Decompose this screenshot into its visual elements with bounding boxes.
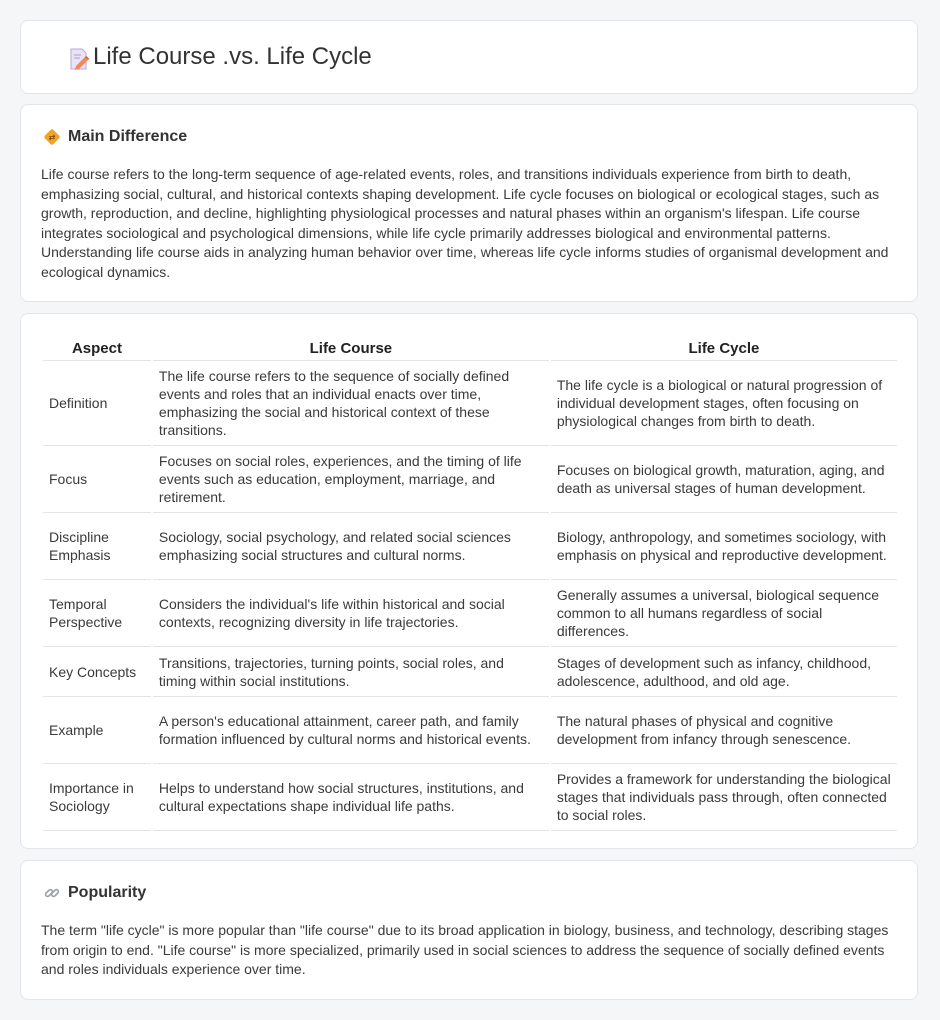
life-cycle-cell: Generally assumes a universal, biological sequence common to all humans regardless of social differences. xyxy=(551,580,897,647)
life-course-cell: Sociology, social psychology, and related social sciences emphasizing social structures and cultural norms. xyxy=(153,513,549,580)
comparison-table xyxy=(41,334,899,831)
life-cycle-cell: Focuses on biological growth, maturation, aging, and death as universal stages of human development. xyxy=(551,446,897,513)
life-course-cell: Considers the individual's life within historical and social contexts, recognizing diversity in life trajectories. xyxy=(153,580,549,647)
document-pencil-icon xyxy=(67,47,91,71)
aspect-cell: Discipline Emphasis xyxy=(43,513,151,580)
life-course-cell: Transitions, trajectories, turning points, social roles, and timing within social institutions. xyxy=(153,647,549,697)
table-row xyxy=(43,697,897,764)
header-life-course: Life Course xyxy=(153,334,549,361)
table-row xyxy=(43,580,897,647)
diamond-sign-icon xyxy=(43,128,61,146)
life-course-cell: A person's educational attainment, career path, and family formation influenced by cultural norms and historical events. xyxy=(153,697,549,764)
main-difference-section xyxy=(20,104,918,302)
aspect-cell: Temporal Perspective xyxy=(43,580,151,647)
aspect-cell: Example xyxy=(43,697,151,764)
header-card xyxy=(20,20,918,94)
table-row xyxy=(43,513,897,580)
main-difference-text: Life course refers to the long-term sequence of age-related events, roles, and transitions individuals experience from birth to death, emphasizing social, cultural, and historical contexts shaping development. Life cycle focuses on biological or ecological stages, such as growth, reproduction, and decline, highlighting physiological processes and natural phases within an organism's lifespan. Life course integrates sociological and psychological dimensions, while life cycle primarily addresses biological and environmental patterns. Understanding life course aids in analyzing human behavior over time, whereas life cycle informs studies of organismal development and ecological dynamics. xyxy=(41,166,889,280)
link-icon xyxy=(43,884,61,902)
table-row xyxy=(43,361,897,446)
life-cycle-cell: Stages of development such as infancy, childhood, adolescence, adulthood, and old age. xyxy=(551,647,897,697)
aspect-cell: Importance in Sociology xyxy=(43,764,151,831)
main-difference-heading: Main Difference xyxy=(68,128,188,145)
table-row xyxy=(43,764,897,831)
life-cycle-cell: Provides a framework for understanding the biological stages that individuals pass through, often connected to social roles. xyxy=(551,764,897,831)
svg-text:⇄: ⇄ xyxy=(48,133,56,142)
popularity-section xyxy=(20,860,918,1000)
life-cycle-cell: Biology, anthropology, and sometimes sociology, with emphasis on physical and reproductive development. xyxy=(551,513,897,580)
table-row xyxy=(43,647,897,697)
aspect-cell: Key Concepts xyxy=(43,647,151,697)
popularity-heading: Popularity xyxy=(68,884,147,901)
page-title: Life Course .vs. Life Cycle xyxy=(93,43,372,70)
life-course-cell: The life course refers to the sequence of socially defined events and roles that an individual enacts over time, emphasizing the social and historical context of these transitions. xyxy=(153,361,549,446)
aspect-cell: Focus xyxy=(43,446,151,513)
header-life-cycle: Life Cycle xyxy=(551,334,897,361)
life-course-cell: Helps to understand how social structures, institutions, and cultural expectations shape individual life paths. xyxy=(153,764,549,831)
header-aspect: Aspect xyxy=(43,334,151,361)
life-cycle-cell: The life cycle is a biological or natural progression of individual development stages, often focusing on physiological changes from birth to death. xyxy=(551,361,897,446)
life-course-cell: Focuses on social roles, experiences, and the timing of life events such as education, employment, marriage, and retirement. xyxy=(153,446,549,513)
table-row xyxy=(43,446,897,513)
aspect-cell: Definition xyxy=(43,361,151,446)
comparison-section xyxy=(20,313,918,849)
life-cycle-cell: The natural phases of physical and cognitive development from infancy through senescence. xyxy=(551,697,897,764)
popularity-text: The term "life cycle" is more popular than "life course" due to its broad application in biology, business, and technology, describing stages from origin to end. "Life course" is more specialized, primarily used in social sciences to address the sequence of socially defined events and roles individuals experience over time. xyxy=(41,922,889,977)
